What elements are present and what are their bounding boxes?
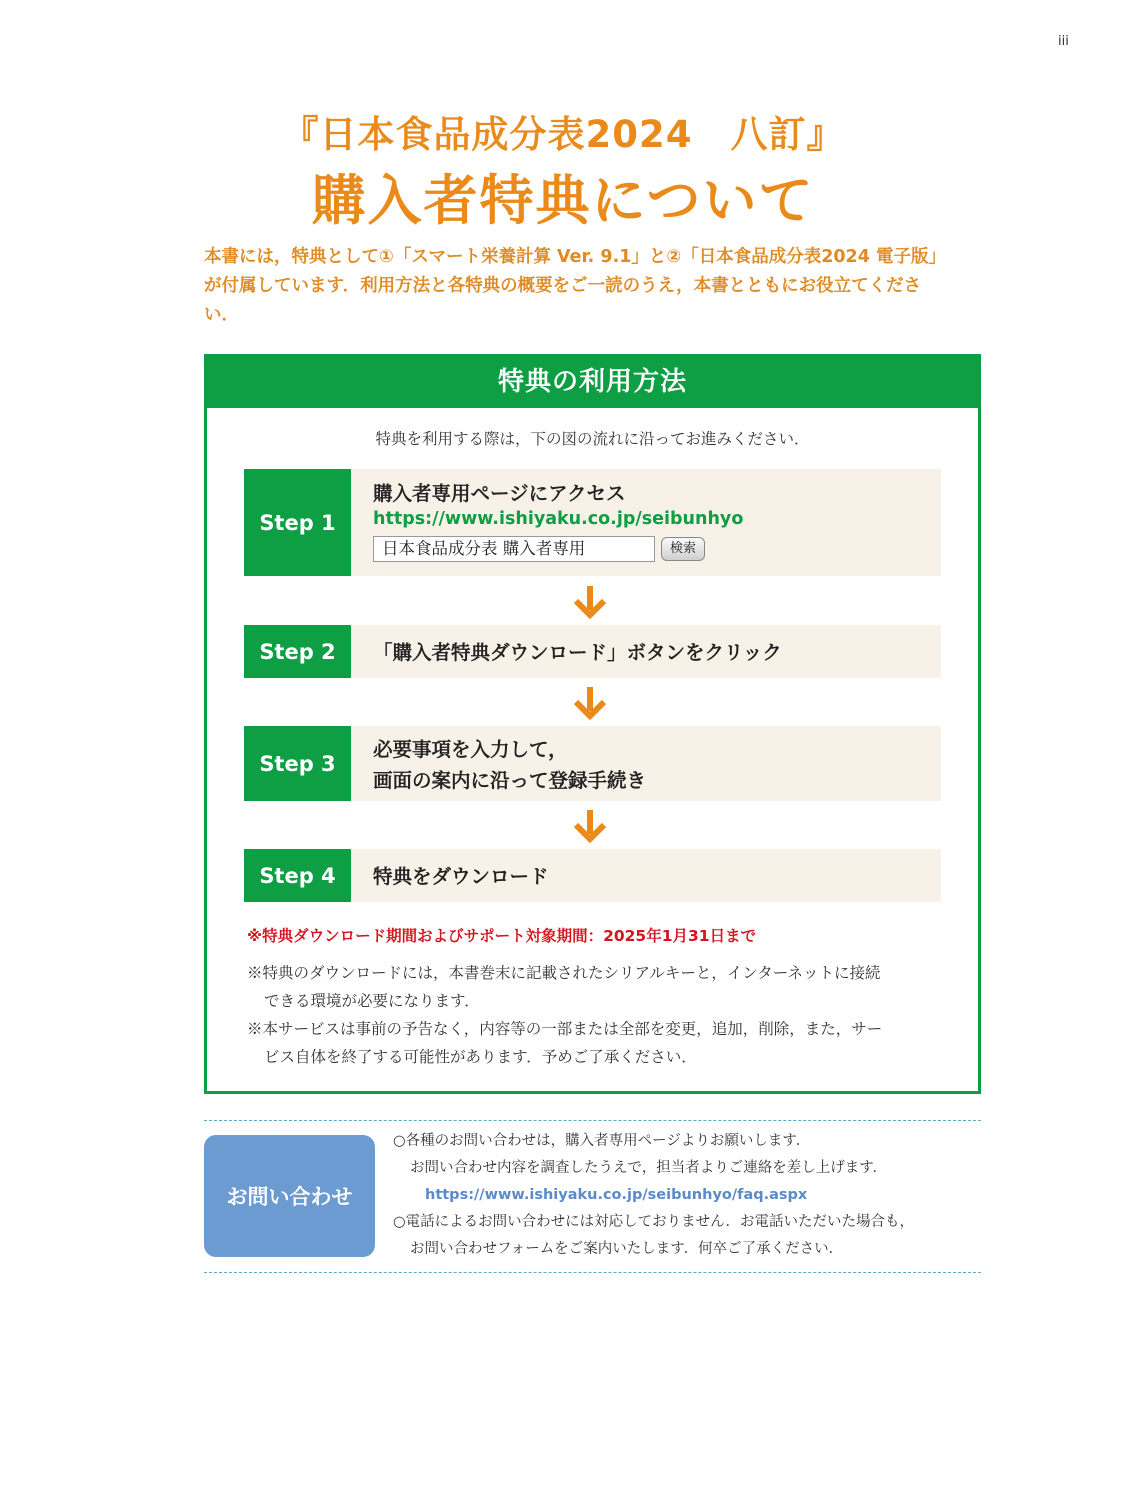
search-button[interactable]: 検索 bbox=[661, 537, 705, 561]
step-text: 特典をダウンロード bbox=[373, 865, 549, 888]
intro-line: が付属しています．利用方法と各特典の概要をご一読のうえ，本書とともにお役立てくださ bbox=[204, 276, 922, 296]
step-text: 画面の案内に沿って登録手続き bbox=[373, 769, 647, 792]
intro-paragraph bbox=[204, 243, 984, 330]
step-1 bbox=[244, 469, 941, 576]
period-notice: ※特典ダウンロード期間およびサポート対象期間：2025年1月31日まで bbox=[247, 927, 757, 945]
contact-label: お問い合わせ bbox=[204, 1135, 375, 1257]
step-label: Step 4 bbox=[244, 849, 351, 902]
arrow-down-icon bbox=[572, 685, 608, 721]
step-content bbox=[373, 478, 931, 562]
step-text: 購入者専用ページにアクセス bbox=[373, 482, 626, 505]
step-label: Step 2 bbox=[244, 625, 351, 678]
contact-line: ○電話によるお問い合わせには対応しておりません．お電話いただいた場合も， bbox=[393, 1214, 915, 1230]
page-title-line1: 『日本食品成分表2024 八訂』 bbox=[281, 113, 845, 156]
faq-url-link[interactable]: https://www.ishiyaku.co.jp/seibunhyo/faq.aspx bbox=[425, 1187, 808, 1203]
intro-line: 本書には，特典として①「スマート栄養計算 Ver. 9.1」と②「日本食品成分表2024 電子版」 bbox=[204, 247, 947, 267]
note-line: ※特典のダウンロードには，本書巻末に記載されたシリアルキーと，インターネットに接続 bbox=[247, 964, 881, 982]
arrow-down-icon bbox=[572, 808, 608, 844]
contact-line: お問い合わせ内容を調査したうえで，担当者よりご連絡を差し上げます． bbox=[410, 1160, 888, 1176]
contact-line: お問い合わせフォームをご案内いたします．何卒ご了承ください． bbox=[410, 1241, 844, 1257]
step-label: Step 1 bbox=[244, 469, 351, 576]
usage-box-lead: 特典を利用する際は，下の図の流れに沿ってお進みください． bbox=[375, 430, 810, 448]
note bbox=[247, 959, 963, 1015]
notes bbox=[247, 959, 963, 1071]
note-line: できる環境が必要になります． bbox=[264, 992, 480, 1010]
contact-divider-top bbox=[204, 1120, 981, 1121]
usage-box-header: 特典の利用方法 bbox=[207, 357, 978, 408]
step-content bbox=[373, 637, 931, 665]
search-input[interactable]: 日本食品成分表 購入者専用 bbox=[373, 536, 655, 562]
note-line: ※本サービスは事前の予告なく，内容等の一部または全部を変更，追加，削除，また，サー bbox=[247, 1020, 883, 1038]
step-label: Step 3 bbox=[244, 726, 351, 801]
contact-text bbox=[393, 1128, 983, 1263]
step-content bbox=[373, 861, 931, 889]
intro-line: い． bbox=[204, 305, 239, 325]
page-title-line2: 購入者特典について bbox=[311, 169, 815, 232]
step-content bbox=[373, 734, 931, 796]
access-url-link[interactable]: https://www.ishiyaku.co.jp/seibunhyo bbox=[373, 509, 744, 529]
step-text: 「購入者特典ダウンロード」ボタンをクリック bbox=[373, 641, 782, 664]
step-3 bbox=[244, 726, 941, 801]
step-text: 必要事項を入力して， bbox=[373, 738, 568, 761]
usage-box bbox=[204, 354, 981, 1094]
contact-divider-bottom bbox=[204, 1272, 981, 1273]
contact-line: ○各種のお問い合わせは，購入者専用ページよりお願いします． bbox=[393, 1133, 811, 1149]
note bbox=[247, 1015, 963, 1071]
step-2 bbox=[244, 625, 941, 678]
search-row bbox=[373, 536, 931, 562]
step-4 bbox=[244, 849, 941, 902]
note-line: ビス自体を終了する可能性があります．予めご了承ください． bbox=[264, 1048, 697, 1066]
page-number: iii bbox=[1058, 34, 1069, 49]
arrow-down-icon bbox=[572, 584, 608, 620]
